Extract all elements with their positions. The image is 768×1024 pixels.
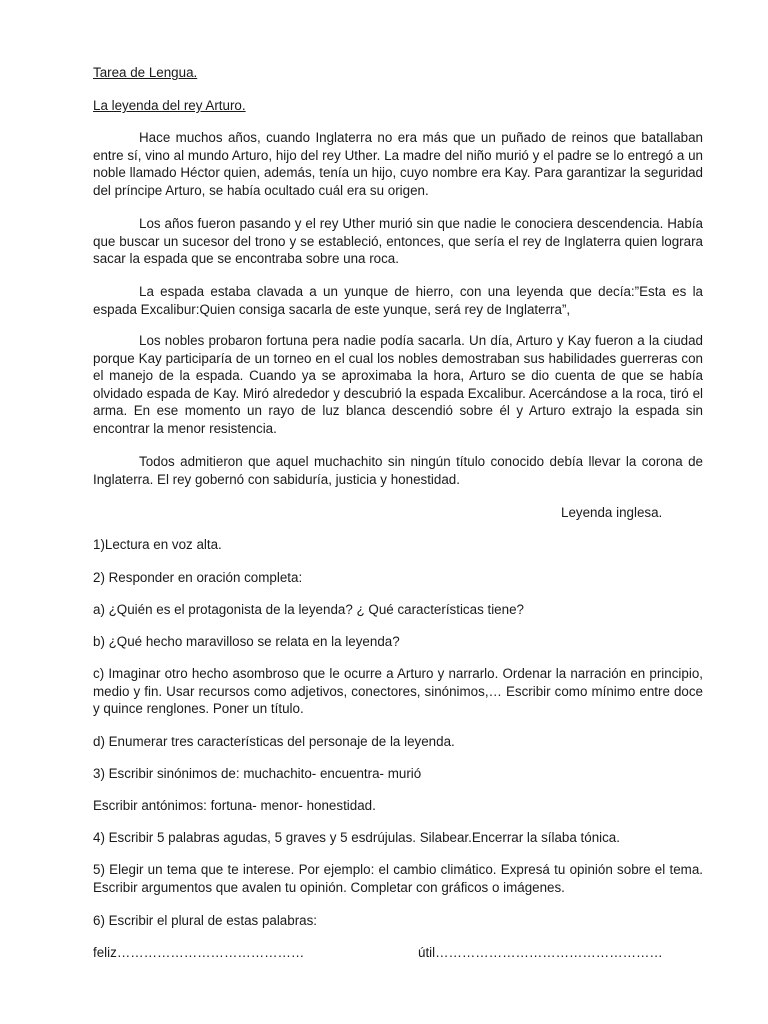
question-c: c) Imaginar otro hecho asombroso que le ocurre a Arturo y narrarlo. Ordenar la narración en principio, medio y fin. Usar recursos como adjetivos, conectores, sinónimos,… Escribir como mínimo entre doce y quince renglones. Poner un título. (93, 666, 703, 717)
story-paragraph-4: Los nobles probaron fortuna pera nadie podía sacarla. Un día, Arturo y Kay fueron a la ciudad porque Kay participaría de un torneo en el cual los nobles demostraban sus habilidades guerreras con el manejo de la espada. Cuando ya se aproximaba la hora, Arturo se dio cuenta de que se había olvidado espada de Kay. Miró alrededor y descubrió la espada Excalibur. Acercándose a la roca, tiró el arma. En ese momento un rayo de luz blanca descendió sobre él y Arturo extrajo la espada sin encontrar la menor resistencia. (93, 333, 703, 436)
question-d: d) Enumerar tres características del personaje de la leyenda. (93, 734, 455, 749)
task-2: 2) Responder en oración completa: (93, 570, 303, 585)
story-paragraph-1: Hace muchos años, cuando Inglaterra no era más que un puñado de reinos que batallaban entre sí, vino al mundo Arturo, hijo del rey Uther. La madre del niño murió y el padre se lo entregó a un noble llamado Héctor quien, además, tenía un hijo, cuyo nombre era Kay. Para garantizar la seguridad del príncipe Arturo, se había ocultado cuál era su origen. (93, 130, 703, 198)
plural-word-1: feliz…………………………………… (93, 945, 305, 960)
story-source: Leyenda inglesa. (561, 505, 663, 520)
task-3-synonyms: 3) Escribir sinónimos de: muchachito- encuentra- murió (93, 766, 422, 781)
story-paragraph-5: Todos admitieron que aquel muchachito sin ningún título conocido debía llevar la corona de Inglaterra. El rey gobernó con sabiduría, justicia y honestidad. (93, 454, 703, 487)
plural-word-2: útil…………………………………………… (418, 945, 663, 960)
task-1: 1)Lectura en voz alta. (93, 537, 222, 552)
story-paragraph-3: La espada estaba clavada a un yunque de hierro, con una leyenda que decía:”Esta es la espada Excalibur:Quien consiga sacarla de este yunque, será rey de Inglaterra”, (93, 284, 703, 317)
story-paragraph-2: Los años fueron pasando y el rey Uther murió sin que nadie le conociera descendencia. Había que buscar un sucesor del trono y se estableció, entonces, que sería el rey de Inglaterra quien lograra sacar la espada que se encontraba sobre una roca. (93, 216, 703, 267)
task-3-antonyms: Escribir antónimos: fortuna- menor- honestidad. (93, 798, 376, 813)
task-title: Tarea de Lengua. (93, 65, 198, 80)
question-a: a) ¿Quién es el protagonista de la leyenda? ¿ Qué características tiene? (93, 602, 524, 617)
task-6: 6) Escribir el plural de estas palabras: (93, 913, 318, 928)
task-5: 5) Elegir un tema que te interese. Por ejemplo: el cambio climático. Expresá tu opinión sobre el tema. Escribir argumentos que avalen tu opinión. Completar con gráficos o imágenes. (93, 862, 703, 895)
task-4: 4) Escribir 5 palabras agudas, 5 graves y 5 esdrújulas. Silabear.Encerrar la sílaba tónica. (93, 830, 620, 845)
story-title: La leyenda del rey Arturo. (93, 98, 246, 113)
question-b: b) ¿Qué hecho maravilloso se relata en la leyenda? (93, 634, 400, 649)
